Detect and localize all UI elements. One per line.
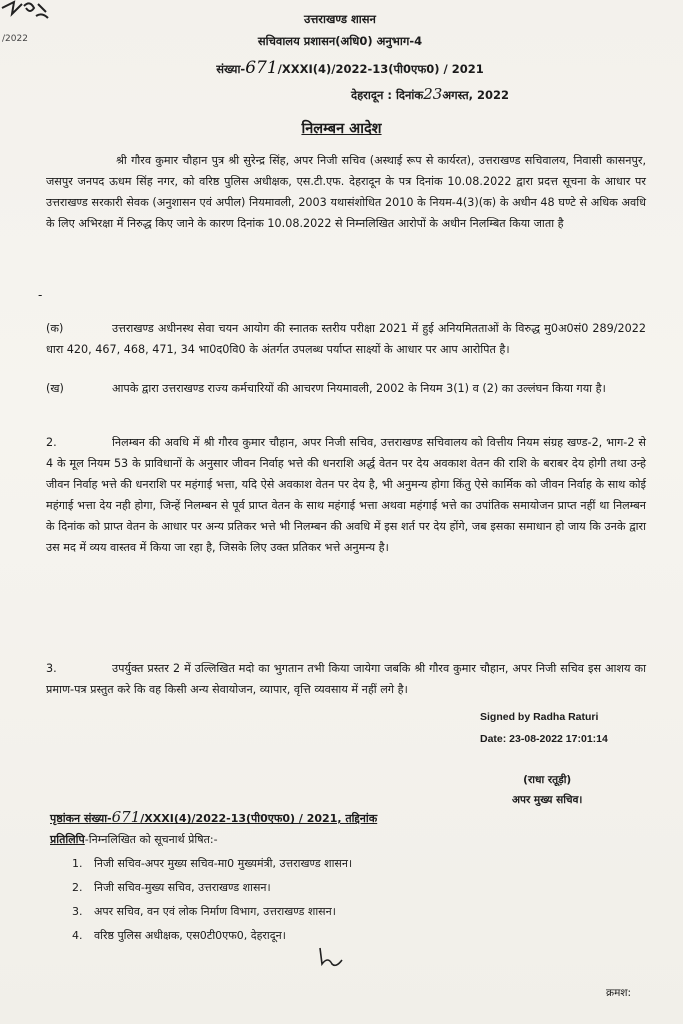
- date-handwritten-day: 23: [423, 85, 443, 103]
- order-title: निलम्बन आदेश: [301, 121, 382, 137]
- list-item-text: निजी सचिव-अपर मुख्य सचिव-मा0 मुख्यमंत्री, उत्तराखण्ड शासन।: [94, 857, 353, 870]
- corner-date: /2022: [2, 34, 28, 44]
- digital-signature-block: [480, 706, 608, 750]
- header-government: उत्तराखण्ड शासन: [304, 12, 376, 26]
- header-date: [290, 85, 570, 103]
- charge-ka: [46, 318, 646, 360]
- charge-kha-text: आपके द्वारा उत्तराखण्ड राज्य कर्मचारियों की आचरण नियमावली, 2002 के नियम 3(1) व (2) का उल्लंघन किया गया है।: [112, 382, 606, 395]
- copy-to-list: [72, 852, 352, 948]
- list-item: [72, 852, 352, 876]
- header-reference-number: [160, 58, 540, 78]
- continued-marker: क्रमश:: [606, 987, 632, 999]
- list-item-text: अपर सचिव, वन एवं लोक निर्माण विभाग, उत्तराखण्ड शासन।: [94, 905, 336, 918]
- copy-to-label: प्रतिलिपि: [50, 833, 85, 846]
- paragraph-3-text: उपर्युक्त प्रस्तर 2 में उल्लिखित मदो का भुगतान तभी किया जायेगा जबकि श्री गौरव कुमार चौहान, अपर निजी सचिव इस आशय का प्रमाण-पत्र प्रस्तुत करे कि वह किसी अन्य सेवायोजन, व्यापार, वृत्ति व्यवसाय में नहीं लगे है।: [46, 662, 646, 696]
- list-item-number: 2.: [72, 881, 83, 894]
- charge-ka-text: उत्तराखण्ड अधीनस्थ सेवा चयन आयोग की स्नातक स्तरीय परीक्षा 2021 में हुई अनियमितताओं के विरुद्ध मु0अ0सं0 289/2022 धारा 420, 467, 468, 471, 34 भा0द0वि0 के अंतर्गत उपलब्ध पर्याप्त साक्ष्यों के आधार पर आप आरोपित है।: [46, 322, 646, 356]
- list-item-text: वरिष्ठ पुलिस अधीक्षक, एस0टी0एफ0, देहरादून।: [94, 929, 286, 942]
- charge-ka-label: (क): [46, 322, 64, 335]
- paragraph-2-label: 2.: [46, 436, 57, 449]
- endorsement-suffix: /XXXI(4)/2022-13(पी0एफ0) / 2021, तद्दिनांक: [140, 812, 378, 825]
- date-suffix: अगस्त, 2022: [442, 88, 510, 102]
- endorsement-number: [50, 808, 377, 826]
- copy-to-heading: [50, 832, 218, 847]
- signature-date-text: Date: 23-08-2022 17:01:14: [480, 733, 608, 745]
- paragraph-3: [46, 658, 646, 700]
- signatory-block: [512, 770, 582, 810]
- endorsement-handwritten-number: 671: [111, 808, 141, 826]
- reference-prefix: संख्या-: [216, 62, 246, 76]
- reference-handwritten-number: 671: [245, 58, 278, 78]
- date-prefix: देहरादून : दिनांक: [350, 88, 424, 102]
- signatory-designation: अपर मुख्य सचिव।: [512, 794, 583, 806]
- list-item: [72, 900, 352, 924]
- list-item: [72, 924, 352, 948]
- paragraph-1: श्री गौरव कुमार चौहान पुत्र श्री सुरेन्द्र सिंह, अपर निजी सचिव (अस्थाई रूप से कार्यरत), उत्तराखण्ड सचिवालय, निवासी कासनपुर, जसपुर जनपद ऊधम सिंह नगर, को वरिष्ठ पुलिस अधीक्षक, एस.टी.एफ. देहरादून के पत्र दिनांक 10.08.2022 द्वारा प्रदत्त सूचना के आधार पर उत्तराखण्ड सरकारी सेवक (अनुशासन एवं अपील) नियमावली, 2003 यथासंशोधित 2010 के नियम-4(3)(क) के अधीन 48 घण्टे से अधिक अवधि के लिए अभिरक्षा में निरुद्ध किए जाने के कारण दिनांक 10.08.2022 से निम्नलिखित आरोपों के अधीन निलम्बित किया जाता है: [46, 154, 646, 230]
- list-item: [72, 876, 352, 900]
- paragraph-3-label: 3.: [46, 662, 57, 675]
- list-item-number: 3.: [72, 905, 83, 918]
- list-item-text: निजी सचिव-मुख्य सचिव, उत्तराखण्ड शासन।: [94, 881, 271, 894]
- charge-kha-label: (ख): [46, 382, 64, 395]
- list-item-number: 1.: [72, 857, 83, 870]
- reference-suffix: /XXXI(4)/2022-13(पी0एफ0) / 2021: [277, 62, 484, 76]
- handwritten-initial-mark: [316, 944, 346, 970]
- copy-to-text: -निम्नलिखित को सूचनार्थ प्रेषित:-: [84, 833, 218, 846]
- signatory-name: (राधा रतूड़ी): [523, 774, 572, 786]
- paragraph-dash: -: [38, 288, 43, 302]
- header-section: सचिवालय प्रशासन(अधि0) अनुभाग-4: [257, 34, 423, 48]
- endorsement-prefix: पृष्ठांकन संख्या-: [50, 812, 112, 825]
- signed-by-text: Signed by Radha Raturi: [480, 711, 599, 723]
- paragraph-2-text: निलम्बन की अवधि में श्री गौरव कुमार चौहान, अपर निजी सचिव, उत्तराखण्ड सचिवालय को वित्तीय नियम संग्रह खण्ड-2, भाग-2 से 4 के मूल नियम 53 के प्राविधानों के अनुसार जीवन निर्वाह भत्ते की धनराशि अर्द्ध वेतन पर देय अवकाश वेतन की राशि के बराबर देय होगी तथा उन्हे जीवन निर्वाह भत्ते की धनराशि पर महंगाई भत्ता, यदि ऐसे अवकाश वेतन पर देय है, भी अनुमन्य होगा किंतु ऐसे कार्मिक को जीवन निर्वाह के साथ कोई महंगाई भत्ता देय नही होगा, जिन्हें निलम्बन से पूर्व प्राप्त वेतन के साथ महंगाई भत्ता अथवा महंगाई भत्ते का उपांतिक समायोजन प्राप्त नहीं था निलम्बन के दिनांक को प्राप्त वेतन के आधार पर अन्य प्रतिकर भत्ते भी निलम्बन की अवधि में इस शर्त पर देय होंगे, जब इसका समाधान हो जाय कि उनके द्वारा उस मद में व्यय वास्तव में किया जा रहा है, जिसके लिए उक्त प्रतिकर भत्ते अनुमन्य है।: [46, 436, 646, 554]
- list-item-number: 4.: [72, 929, 83, 942]
- charge-kha: [46, 378, 646, 399]
- paragraph-2: [46, 432, 646, 558]
